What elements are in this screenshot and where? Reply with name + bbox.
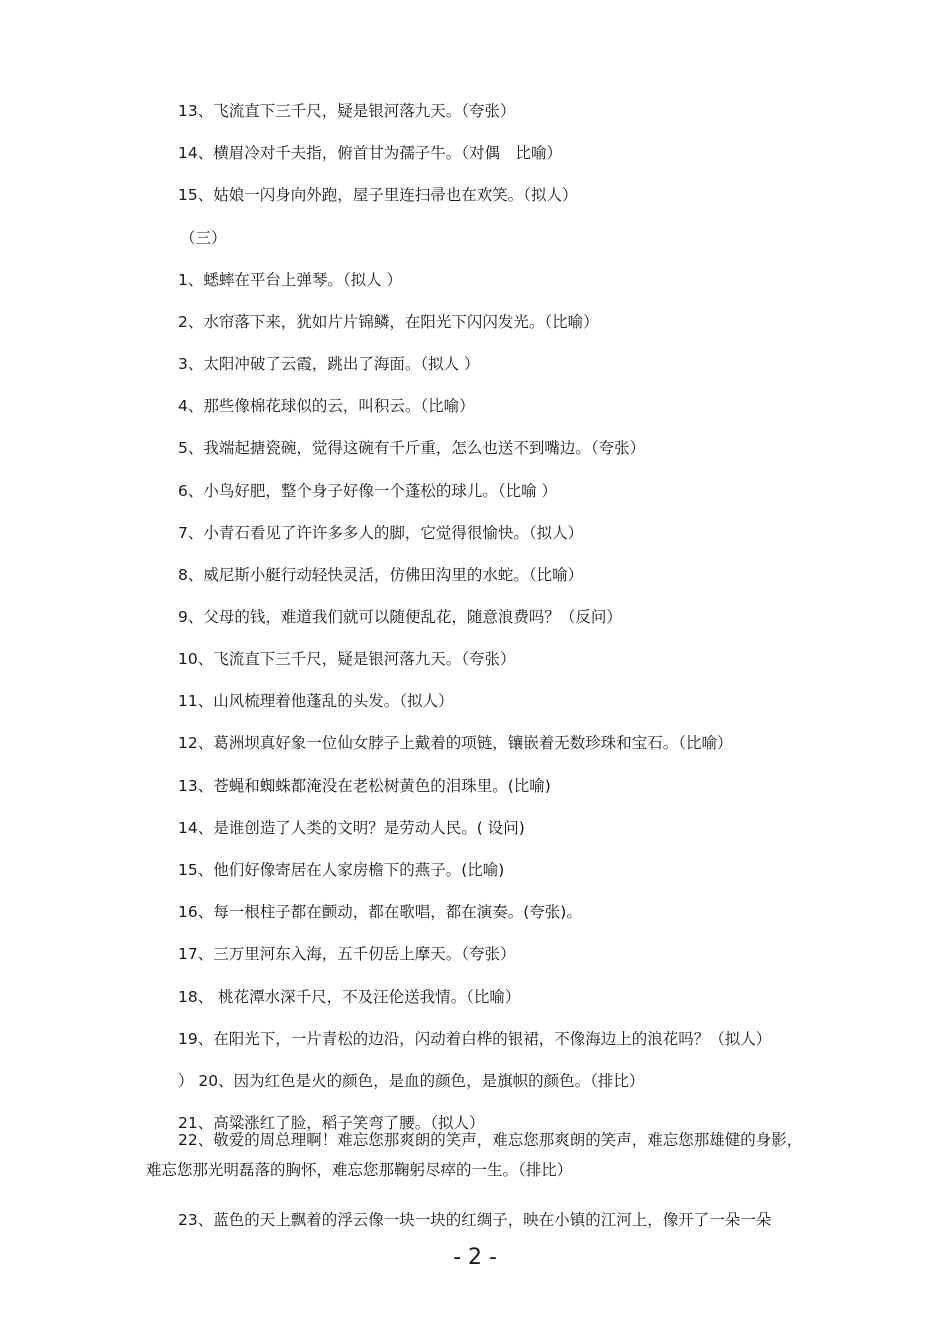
sentence-line: 10、飞流直下三千尺，疑是银河落九天。（夸张） [178,650,516,668]
sentence-line: 1、蟋蟀在平台上弹琴。（拟人 ） [178,271,403,289]
page-number: - 2 - [453,1245,497,1270]
sentence-line: 12、葛洲坝真好象一位仙女脖子上戴着的项链，镶嵌着无数珍珠和宝石。（比喻） [178,734,733,752]
sentence-line: ） 20、因为红色是火的颜色，是血的颜色，是旗帜的颜色。（排比） [178,1072,645,1090]
sentence-line: 4、那些像棉花球似的云，叫积云。（比喻） [178,397,475,415]
sentence-line: 21、高粱涨红了脸，稻子笑弯了腰。（拟人） [178,1114,485,1132]
sentence-line: 11、山风梳理着他蓬乱的头发。（拟人） [178,692,454,710]
sentence-line: 17、三万里河东入海，五千仞岳上摩天。（夸张） [178,945,516,963]
sentence-line: 5、我端起搪瓷碗，觉得这碗有千斤重，怎么也送不到嘴边。（夸张） [178,439,646,457]
sentence-line: 9、父母的钱，难道我们就可以随便乱花，随意浪费吗？（反问） [178,608,622,626]
section-heading: （三） [180,229,227,247]
sentence-line: 14、横眉冷对千夫指，俯首甘为孺子牛。（对偶 比喻） [178,144,562,162]
sentence-line: 18、 桃花潭水深千尺，不及汪伦送我情。（比喻） [178,988,521,1006]
sentence-line: 14、是谁创造了人类的文明？是劳动人民。( 设问) [178,819,525,837]
sentence-line: 19、在阳光下，一片青松的边沿，闪动着白桦的银裙，不像海边上的浪花吗？（拟人） [178,1030,772,1048]
sentence-line: 3、太阳冲破了云霞，跳出了海面。（拟人 ） [178,355,480,373]
sentence-line: 8、威尼斯小艇行动轻快灵活，仿佛田沟里的水蛇。（比喻） [178,566,584,584]
sentence-line: 7、小青石看见了许许多多人的脚，它觉得很愉快。（拟人） [178,524,584,542]
sentence-line: 15、姑娘一闪身向外跑，屋子里连扫帚也在欢笑。（拟人） [178,186,578,204]
sentence-line: 2、水帘落下来，犹如片片锦鳞，在阳光下闪闪发光。（比喻） [178,313,599,331]
sentence-line: 6、小鸟好肥，整个身子好像一个蓬松的球儿。（比喻 ） [178,482,558,500]
sentence-line: 13、飞流直下三千尺，疑是银河落九天。（夸张） [178,102,516,120]
sentence-23: 23、蓝色的天上飘着的浮云像一块一块的红绸子，映在小镇的江河上，像开了一朵一朵 [178,1211,772,1229]
sentence-line: 13、苍蝇和蜘蛛都淹没在老松树黄色的泪珠里。(比喻) [178,777,551,795]
sentence-line: 15、他们好像寄居在人家房檐下的燕子。(比喻) [178,861,505,879]
sentence-22-paragraph: 22、敬爱的周总理啊！难忘您那爽朗的笑声，难忘您那爽朗的笑声，难忘您那雄健的身影，难忘您那光明磊落的胸怀，难忘您那鞠躬尽瘁的一生。（排比） [146,1131,803,1179]
sentence-line: 16、每一根柱子都在颤动，都在歌唱，都在演奏。(夸张)。 [178,903,582,921]
